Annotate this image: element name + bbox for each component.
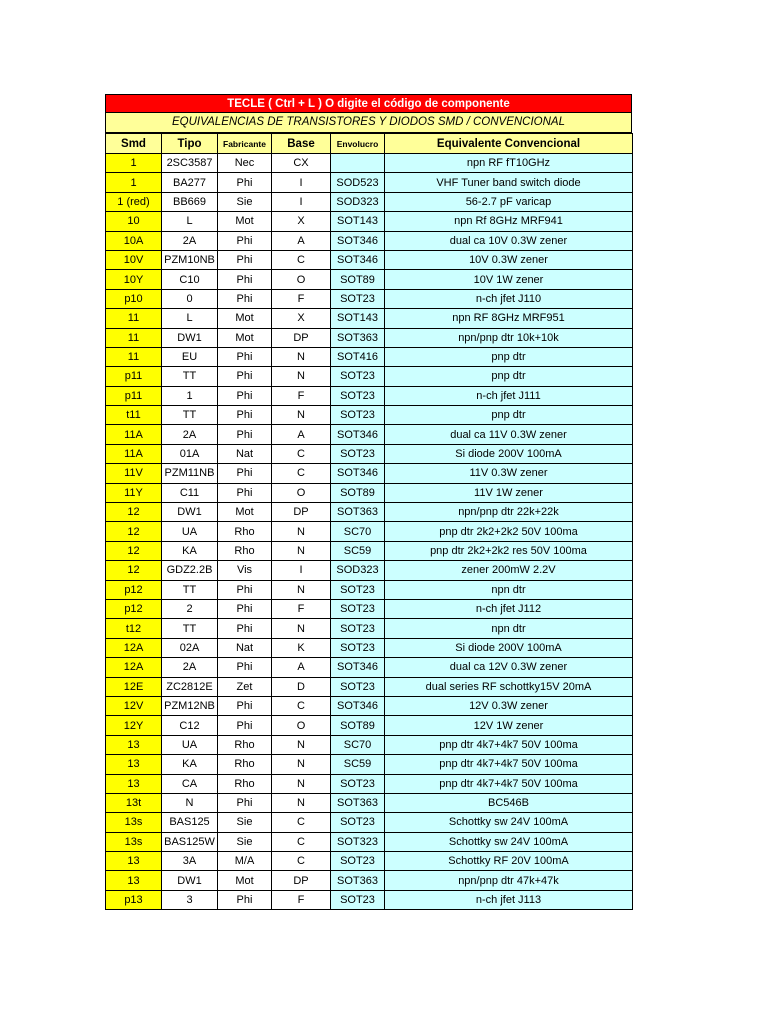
table-row xyxy=(106,774,633,793)
cell-base: I xyxy=(272,561,331,580)
table-row xyxy=(106,755,633,774)
cell-tipo: 3 xyxy=(162,890,218,909)
cell-tipo: 01A xyxy=(162,444,218,463)
cell-base: I xyxy=(272,173,331,192)
cell-base: N xyxy=(272,406,331,425)
cell-base: DP xyxy=(272,328,331,347)
cell-tipo: GDZ2.2B xyxy=(162,561,218,580)
cell-fabricante: Phi xyxy=(218,658,272,677)
table-row xyxy=(106,250,633,269)
cell-fabricante: Nec xyxy=(218,154,272,173)
cell-tipo: L xyxy=(162,212,218,231)
cell-envolucro: SOT363 xyxy=(331,871,385,890)
cell-base: N xyxy=(272,347,331,366)
cell-smd: 11 xyxy=(106,309,162,328)
cell-equivalente: Si diode 200V 100mA xyxy=(385,444,633,463)
table-row xyxy=(106,852,633,871)
cell-tipo: C11 xyxy=(162,483,218,502)
header-envolucro: Envolucro xyxy=(331,134,385,154)
header-base: Base xyxy=(272,134,331,154)
cell-smd: 12Y xyxy=(106,716,162,735)
cell-equivalente: dual ca 11V 0.3W zener xyxy=(385,425,633,444)
cell-base: N xyxy=(272,580,331,599)
cell-fabricante: Mot xyxy=(218,212,272,231)
table-row xyxy=(106,580,633,599)
cell-equivalente: 56-2.7 pF varicap xyxy=(385,192,633,211)
table-row xyxy=(106,328,633,347)
cell-envolucro: SOT23 xyxy=(331,677,385,696)
table-row xyxy=(106,173,633,192)
cell-fabricante: Phi xyxy=(218,386,272,405)
cell-equivalente: Schottky RF 20V 100mA xyxy=(385,852,633,871)
cell-tipo: DW1 xyxy=(162,871,218,890)
cell-fabricante: Mot xyxy=(218,309,272,328)
cell-envolucro: SOT363 xyxy=(331,793,385,812)
cell-envolucro: SOT23 xyxy=(331,638,385,657)
table-row xyxy=(106,813,633,832)
table-row xyxy=(106,406,633,425)
cell-equivalente: npn/pnp dtr 10k+10k xyxy=(385,328,633,347)
header-row xyxy=(106,134,633,154)
cell-base: N xyxy=(272,522,331,541)
cell-smd: p11 xyxy=(106,386,162,405)
cell-base: O xyxy=(272,483,331,502)
cell-envolucro: SOT23 xyxy=(331,619,385,638)
table-row xyxy=(106,503,633,522)
cell-envolucro: SOD523 xyxy=(331,173,385,192)
cell-base: C xyxy=(272,464,331,483)
cell-equivalente: n-ch jfet J113 xyxy=(385,890,633,909)
cell-smd: 13 xyxy=(106,774,162,793)
cell-base: C xyxy=(272,832,331,851)
cell-smd: 10A xyxy=(106,231,162,250)
cell-tipo: BAS125 xyxy=(162,813,218,832)
cell-base: O xyxy=(272,716,331,735)
cell-equivalente: Schottky sw 24V 100mA xyxy=(385,832,633,851)
cell-fabricante: Phi xyxy=(218,599,272,618)
table-row xyxy=(106,231,633,250)
cell-tipo: N xyxy=(162,793,218,812)
cell-smd: 12A xyxy=(106,658,162,677)
cell-envolucro: SOT23 xyxy=(331,580,385,599)
cell-smd: 11 xyxy=(106,328,162,347)
cell-smd: 1 xyxy=(106,173,162,192)
cell-equivalente: 12V 1W zener xyxy=(385,716,633,735)
cell-envolucro: SOT363 xyxy=(331,503,385,522)
cell-equivalente: n-ch jfet J110 xyxy=(385,289,633,308)
cell-tipo: TT xyxy=(162,367,218,386)
cell-envolucro: SOT416 xyxy=(331,347,385,366)
cell-fabricante: Rho xyxy=(218,541,272,560)
cell-envolucro: SOT346 xyxy=(331,425,385,444)
cell-tipo: DW1 xyxy=(162,328,218,347)
table-row xyxy=(106,793,633,812)
header-tipo: Tipo xyxy=(162,134,218,154)
cell-tipo: 2SC3587 xyxy=(162,154,218,173)
cell-smd: 12 xyxy=(106,541,162,560)
cell-fabricante: Sie xyxy=(218,813,272,832)
table-row xyxy=(106,212,633,231)
table-row xyxy=(106,367,633,386)
cell-envolucro: SOT23 xyxy=(331,852,385,871)
instruction-banner: TECLE ( Ctrl + L ) O digite el código de componente xyxy=(105,94,632,113)
cell-equivalente: VHF Tuner band switch diode xyxy=(385,173,633,192)
cell-equivalente: zener 200mW 2.2V xyxy=(385,561,633,580)
cell-fabricante: Nat xyxy=(218,444,272,463)
cell-fabricante: Zet xyxy=(218,677,272,696)
cell-envolucro: SOT23 xyxy=(331,444,385,463)
cell-base: O xyxy=(272,270,331,289)
cell-equivalente: npn RF fT10GHz xyxy=(385,154,633,173)
cell-tipo: 1 xyxy=(162,386,218,405)
cell-smd: 13 xyxy=(106,735,162,754)
table-row xyxy=(106,425,633,444)
cell-fabricante: Sie xyxy=(218,832,272,851)
cell-base: F xyxy=(272,289,331,308)
table-row xyxy=(106,619,633,638)
cell-tipo: 2A xyxy=(162,425,218,444)
cell-base: C xyxy=(272,696,331,715)
cell-smd: 10 xyxy=(106,212,162,231)
cell-envolucro: SOD323 xyxy=(331,192,385,211)
cell-smd: 13 xyxy=(106,755,162,774)
cell-smd: p11 xyxy=(106,367,162,386)
cell-base: N xyxy=(272,735,331,754)
cell-tipo: C12 xyxy=(162,716,218,735)
cell-tipo: BA277 xyxy=(162,173,218,192)
cell-fabricante: Phi xyxy=(218,367,272,386)
cell-base: A xyxy=(272,231,331,250)
table-row xyxy=(106,483,633,502)
cell-fabricante: Phi xyxy=(218,425,272,444)
cell-smd: 11Y xyxy=(106,483,162,502)
cell-fabricante: Nat xyxy=(218,638,272,657)
cell-smd: p12 xyxy=(106,580,162,599)
header-fabricante: Fabricante xyxy=(218,134,272,154)
cell-equivalente: pnp dtr xyxy=(385,406,633,425)
cell-equivalente: 10V 0.3W zener xyxy=(385,250,633,269)
cell-envolucro: SOT346 xyxy=(331,231,385,250)
cell-base: N xyxy=(272,541,331,560)
cell-equivalente: 11V 0.3W zener xyxy=(385,464,633,483)
cell-tipo: ZC2812E xyxy=(162,677,218,696)
cell-fabricante: Mot xyxy=(218,503,272,522)
cell-equivalente: Schottky sw 24V 100mA xyxy=(385,813,633,832)
cell-tipo: C10 xyxy=(162,270,218,289)
cell-smd: 13t xyxy=(106,793,162,812)
cell-fabricante: Phi xyxy=(218,464,272,483)
cell-envolucro: SOT363 xyxy=(331,328,385,347)
cell-equivalente: npn dtr xyxy=(385,619,633,638)
cell-base: K xyxy=(272,638,331,657)
cell-tipo: TT xyxy=(162,619,218,638)
cell-equivalente: npn/pnp dtr 22k+22k xyxy=(385,503,633,522)
cell-fabricante: Phi xyxy=(218,406,272,425)
cell-smd: 11V xyxy=(106,464,162,483)
table-row xyxy=(106,696,633,715)
cell-equivalente: pnp dtr 4k7+4k7 50V 100ma xyxy=(385,755,633,774)
cell-tipo: 02A xyxy=(162,638,218,657)
spreadsheet xyxy=(105,94,632,910)
cell-base: A xyxy=(272,658,331,677)
cell-smd: 11A xyxy=(106,444,162,463)
cell-fabricante: Phi xyxy=(218,696,272,715)
table-row xyxy=(106,735,633,754)
table-row xyxy=(106,154,633,173)
cell-equivalente: 11V 1W zener xyxy=(385,483,633,502)
cell-equivalente: pnp dtr 4k7+4k7 50V 100ma xyxy=(385,774,633,793)
header-equivalente: Equivalente Convencional xyxy=(385,134,633,154)
cell-tipo: BAS125W xyxy=(162,832,218,851)
cell-base: C xyxy=(272,813,331,832)
cell-fabricante: Phi xyxy=(218,793,272,812)
cell-equivalente: dual series RF schottky15V 20mA xyxy=(385,677,633,696)
cell-envolucro: SOT323 xyxy=(331,832,385,851)
cell-fabricante: Rho xyxy=(218,774,272,793)
cell-base: DP xyxy=(272,503,331,522)
cell-fabricante: Phi xyxy=(218,347,272,366)
table-row xyxy=(106,677,633,696)
cell-fabricante: Phi xyxy=(218,250,272,269)
cell-fabricante: Phi xyxy=(218,716,272,735)
table-row xyxy=(106,309,633,328)
header-smd: Smd xyxy=(106,134,162,154)
table-row xyxy=(106,541,633,560)
cell-tipo: 2 xyxy=(162,599,218,618)
cell-fabricante: Phi xyxy=(218,231,272,250)
cell-fabricante: Rho xyxy=(218,755,272,774)
cell-fabricante: M/A xyxy=(218,852,272,871)
table-row xyxy=(106,871,633,890)
cell-smd: t11 xyxy=(106,406,162,425)
cell-equivalente: 12V 0.3W zener xyxy=(385,696,633,715)
cell-fabricante: Phi xyxy=(218,580,272,599)
cell-tipo: EU xyxy=(162,347,218,366)
cell-envolucro: SOT89 xyxy=(331,483,385,502)
cell-tipo: 2A xyxy=(162,658,218,677)
cell-envolucro: SOT89 xyxy=(331,716,385,735)
cell-envolucro: SOT143 xyxy=(331,212,385,231)
cell-envolucro: SOT143 xyxy=(331,309,385,328)
cell-base: N xyxy=(272,793,331,812)
cell-smd: 11A xyxy=(106,425,162,444)
cell-tipo: UA xyxy=(162,735,218,754)
cell-smd: 1 xyxy=(106,154,162,173)
cell-equivalente: BC546B xyxy=(385,793,633,812)
cell-equivalente: 10V 1W zener xyxy=(385,270,633,289)
cell-tipo: PZM11NB xyxy=(162,464,218,483)
cell-fabricante: Phi xyxy=(218,270,272,289)
equivalence-table xyxy=(105,133,633,910)
table-row xyxy=(106,464,633,483)
cell-base: C xyxy=(272,444,331,463)
cell-tipo: KA xyxy=(162,541,218,560)
cell-smd: p13 xyxy=(106,890,162,909)
cell-base: F xyxy=(272,386,331,405)
cell-equivalente: pnp dtr 4k7+4k7 50V 100ma xyxy=(385,735,633,754)
cell-tipo: 2A xyxy=(162,231,218,250)
cell-equivalente: pnp dtr 2k2+2k2 50V 100ma xyxy=(385,522,633,541)
cell-fabricante: Phi xyxy=(218,289,272,308)
cell-tipo: 3A xyxy=(162,852,218,871)
cell-fabricante: Rho xyxy=(218,735,272,754)
cell-base: N xyxy=(272,619,331,638)
cell-tipo: UA xyxy=(162,522,218,541)
cell-envolucro: SOT23 xyxy=(331,386,385,405)
cell-envolucro: SOD323 xyxy=(331,561,385,580)
cell-fabricante: Mot xyxy=(218,328,272,347)
cell-smd: 11 xyxy=(106,347,162,366)
cell-equivalente: n-ch jfet J111 xyxy=(385,386,633,405)
cell-envolucro: SC70 xyxy=(331,522,385,541)
table-row xyxy=(106,192,633,211)
cell-envolucro: SC59 xyxy=(331,755,385,774)
cell-envolucro: SOT346 xyxy=(331,464,385,483)
cell-envolucro xyxy=(331,154,385,173)
cell-smd: p10 xyxy=(106,289,162,308)
table-row xyxy=(106,347,633,366)
cell-tipo: L xyxy=(162,309,218,328)
cell-smd: 12V xyxy=(106,696,162,715)
cell-equivalente: Si diode 200V 100mA xyxy=(385,638,633,657)
cell-fabricante: Vis xyxy=(218,561,272,580)
cell-base: I xyxy=(272,192,331,211)
cell-smd: 12 xyxy=(106,561,162,580)
cell-envolucro: SOT23 xyxy=(331,367,385,386)
cell-base: F xyxy=(272,599,331,618)
table-row xyxy=(106,890,633,909)
table-row xyxy=(106,522,633,541)
cell-fabricante: Sie xyxy=(218,192,272,211)
table-row xyxy=(106,832,633,851)
cell-fabricante: Phi xyxy=(218,890,272,909)
cell-smd: 12E xyxy=(106,677,162,696)
cell-fabricante: Rho xyxy=(218,522,272,541)
cell-equivalente: pnp dtr 2k2+2k2 res 50V 100ma xyxy=(385,541,633,560)
cell-tipo: 0 xyxy=(162,289,218,308)
cell-tipo: BB669 xyxy=(162,192,218,211)
cell-smd: 12A xyxy=(106,638,162,657)
cell-smd: 13 xyxy=(106,871,162,890)
cell-tipo: TT xyxy=(162,406,218,425)
table-title: EQUIVALENCIAS DE TRANSISTORES Y DIODOS SMD / CONVENCIONAL xyxy=(105,113,632,133)
cell-equivalente: pnp dtr xyxy=(385,367,633,386)
cell-envolucro: SOT23 xyxy=(331,406,385,425)
cell-smd: 13s xyxy=(106,813,162,832)
cell-envolucro: SOT23 xyxy=(331,813,385,832)
table-row xyxy=(106,270,633,289)
cell-equivalente: npn/pnp dtr 47k+47k xyxy=(385,871,633,890)
cell-base: N xyxy=(272,367,331,386)
table-row xyxy=(106,716,633,735)
cell-smd: 12 xyxy=(106,503,162,522)
cell-equivalente: pnp dtr xyxy=(385,347,633,366)
cell-tipo: DW1 xyxy=(162,503,218,522)
cell-base: N xyxy=(272,755,331,774)
cell-smd: p12 xyxy=(106,599,162,618)
cell-envolucro: SOT346 xyxy=(331,696,385,715)
cell-tipo: CA xyxy=(162,774,218,793)
cell-tipo: PZM12NB xyxy=(162,696,218,715)
cell-envolucro: SOT89 xyxy=(331,270,385,289)
cell-envolucro: SOT346 xyxy=(331,250,385,269)
cell-equivalente: dual ca 10V 0.3W zener xyxy=(385,231,633,250)
cell-base: X xyxy=(272,212,331,231)
cell-base: D xyxy=(272,677,331,696)
cell-smd: 13s xyxy=(106,832,162,851)
cell-fabricante: Phi xyxy=(218,483,272,502)
cell-base: C xyxy=(272,852,331,871)
cell-tipo: TT xyxy=(162,580,218,599)
table-row xyxy=(106,658,633,677)
cell-smd: 1 (red) xyxy=(106,192,162,211)
cell-fabricante: Phi xyxy=(218,173,272,192)
cell-base: A xyxy=(272,425,331,444)
table-row xyxy=(106,386,633,405)
cell-envolucro: SC70 xyxy=(331,735,385,754)
cell-equivalente: npn RF 8GHz MRF951 xyxy=(385,309,633,328)
table-row xyxy=(106,444,633,463)
cell-smd: 13 xyxy=(106,852,162,871)
table-row xyxy=(106,599,633,618)
cell-base: N xyxy=(272,774,331,793)
cell-envolucro: SOT346 xyxy=(331,658,385,677)
cell-base: DP xyxy=(272,871,331,890)
cell-envolucro: SOT23 xyxy=(331,599,385,618)
cell-equivalente: npn Rf 8GHz MRF941 xyxy=(385,212,633,231)
cell-envolucro: SC59 xyxy=(331,541,385,560)
cell-tipo: KA xyxy=(162,755,218,774)
cell-equivalente: dual ca 12V 0.3W zener xyxy=(385,658,633,677)
table-row xyxy=(106,638,633,657)
cell-fabricante: Mot xyxy=(218,871,272,890)
cell-base: CX xyxy=(272,154,331,173)
cell-base: C xyxy=(272,250,331,269)
table-row xyxy=(106,561,633,580)
cell-smd: 12 xyxy=(106,522,162,541)
cell-envolucro: SOT23 xyxy=(331,289,385,308)
cell-smd: 10V xyxy=(106,250,162,269)
cell-equivalente: npn dtr xyxy=(385,580,633,599)
table-row xyxy=(106,289,633,308)
cell-base: F xyxy=(272,890,331,909)
cell-fabricante: Phi xyxy=(218,619,272,638)
cell-envolucro: SOT23 xyxy=(331,774,385,793)
cell-envolucro: SOT23 xyxy=(331,890,385,909)
cell-equivalente: n-ch jfet J112 xyxy=(385,599,633,618)
cell-tipo: PZM10NB xyxy=(162,250,218,269)
table-body xyxy=(106,154,633,910)
cell-base: X xyxy=(272,309,331,328)
cell-smd: 10Y xyxy=(106,270,162,289)
cell-smd: t12 xyxy=(106,619,162,638)
